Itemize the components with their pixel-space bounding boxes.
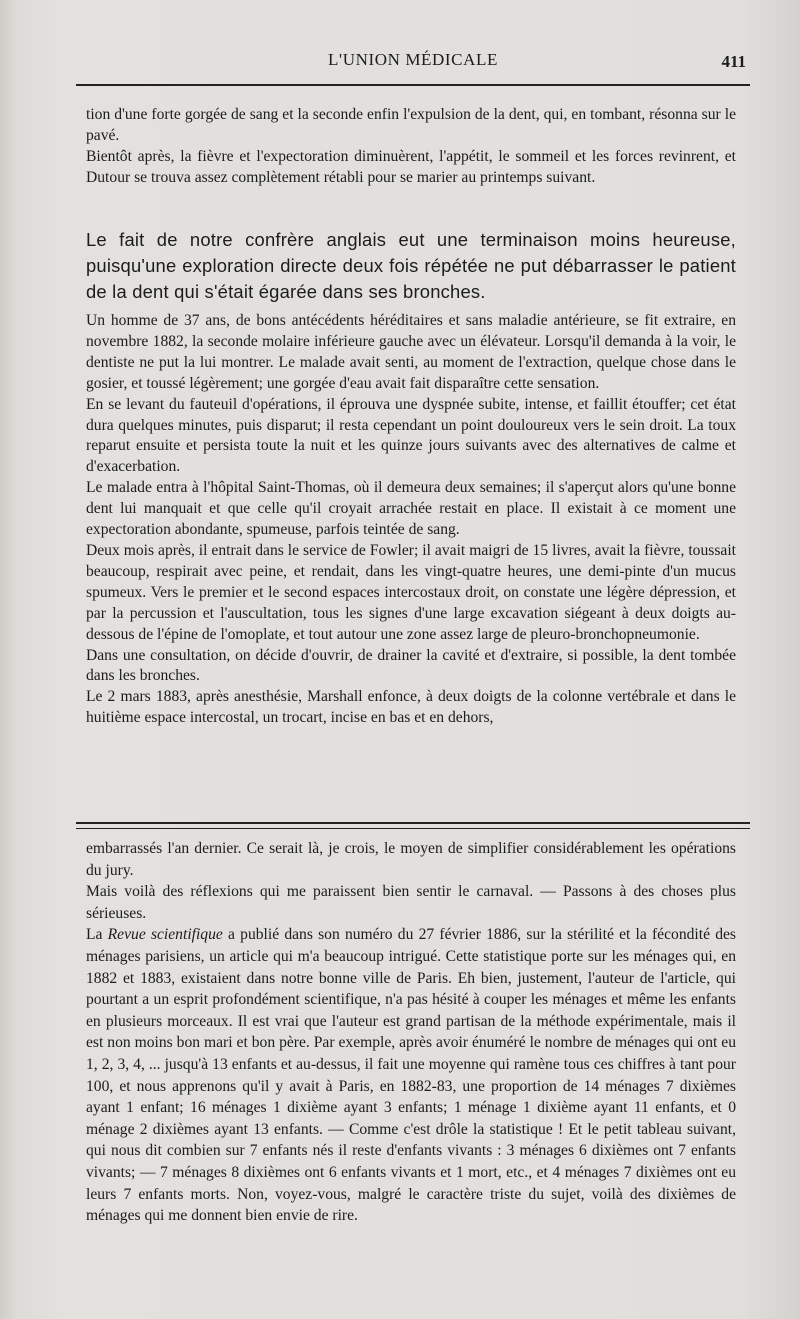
case-paragraph-6: Le 2 mars 1883, après anesthésie, Marshall enfonce, à deux doigts de la colonne vertébrale et dans le huitième espace intercostal, un trocart, incise en bas et en dehors, [86,688,736,727]
case-paragraph-4: Deux mois après, il entrait dans le service de Fowler; il avait maigri de 15 livres, avait la fièvre, toussait beaucoup, respirait avec peine, et rendait, dans les vingt-quatre heures, une demi-pinte d'un mucus spumeux. Vers le premier et le second espaces intercostaux droit, on constate une légère dépression, et par la percussion et l'auscultation, tous les signes d'une large excavation siégeant à deux doigts au-dessous de l'épine de l'omoplate, et tout autour une zone assez large de pleuro-bronchopneumonie. [86,541,736,643]
case-paragraph-1: Un homme de 37 ans, de bons antécédents héréditaires et sans maladie antérieure, se fit extraire, en novembre 1882, la seconde molaire inférieure gauche avec un élévateur. Lorsqu'il demanda à la voir, le dentiste ne put la lui montrer. Le malade avait senti, au moment de l'extraction, quelque chose dans le gosier, et toussé légèrement; une gorgée d'eau avait fait disparaître cette sensation. [86,312,736,392]
page-header [74,48,752,78]
case-section [86,311,736,729]
highlight-paragraph: Le fait de notre confrère anglais eut une terminaison moins heureuse, puisqu'une exploration directe deux fois répétée ne put débarrasser le patient de la dent qui s'était égarée dans ses bronches. [86,229,736,302]
case-paragraph-5: Dans une consultation, on décide d'ouvrir, de drainer la cavité et d'extraire, si possible, la dent tombée dans les bronches. [86,646,736,685]
paragraph-recovery [86,146,736,188]
feuilleton-paragraph-3: La Revue scientifique a publié dans son numéro du 27 février 1886, sur la stérilité et la fécondité des ménages parisiens, un article qui m'a beaucoup intrigué. Cette statistique porte sur les ménages qui, en 1882 et 1883, existaient dans notre bonne ville de Paris. Eh bien, justement, l'auteur de l'article, qui pourtant a un esprit profondément scientifique, n'a pas hésité à couper les ménages et même les enfants en plusieurs morceaux. Il est vrai que l'auteur est grand partisan de la méthode expérimentale, mais il est non moins bon mari et bon père. Par exemple, après avoir énuméré le nombre de ménages qui ont eu 1, 2, 3, 4, ... jusqu'à 13 enfants et au-dessus, il fait une moyenne qui ramène tous ces chiffres à tant pour 100, et nous apprenons qu'il y avait à Paris, en 1882-83, une proportion de 14 ménages 7 dixièmes ayant 1 enfant; 16 ménages 1 dixième ayant 3 enfants; 1 ménage 1 dixième ayant 11 enfants, et 0 ménage 2 dixièmes ayant 13 enfants. — Comme c'est drôle la statistique ! Et le petit tableau suivant, qui nous dit combien sur 7 enfants nés il reste d'enfants vivants : 3 ménages 6 dixièmes ont 7 enfants vivants; — 7 ménages 8 dixièmes ont 6 enfants vivants et 1 mort, etc., et 4 ménages 7 dixièmes ont eu leurs 7 enfants morts. Non, voyez-vous, malgré le caractère triste du sujet, voilà des dixièmes de ménages qui me donnent bien envie de rire. [86,926,736,1225]
paragraph-recovery-text: Bientôt après, la fièvre et l'expectoration diminuèrent, l'appétit, le sommeil et les forces revinrent, et Dutour se trouva assez complètement rétabli pour se marier au printemps suivant. [86,148,736,186]
paragraph-continuation: tion d'une forte gorgée de sang et la seconde enfin l'expulsion de la dent, qui, en tombant, résonna sur le pavé. [86,106,736,144]
highlight-section [86,227,736,305]
running-title: L'UNION MÉDICALE [328,50,498,69]
feuilleton-paragraph-1: embarrassés l'an dernier. Ce serait là, je crois, le moyen de simplifier considérablement les opérations du jury. [86,840,736,879]
case-paragraph-2: En se levant du fauteuil d'opérations, il éprouva une dyspnée subite, intense, et faillit étouffer; cet état dura quelques minutes, puis disparut; il resta cependant un point douloureux vers le sein droit. La toux reparut ensuite et persista toute la nuit et les quinze jours suivants avec des alternatives de calme et d'exacerbation. [86,395,736,476]
case-paragraph-3: Le malade entra à l'hôpital Saint-Thomas, où il demeura deux semaines; il s'aperçut alors qu'une bonne dent lui manquait et que celle qu'il croyait arrachée restait en place. Il existait à ce moment une expectoration abondante, spumeuse, parfois teintée de sang. [86,479,736,539]
feuilleton-paragraph-2: Mais voilà des réflexions qui me paraissent bien sentir le carnaval. — Passons à des choses plus sérieuses. [86,883,736,922]
top-section [86,104,736,188]
header-rule [76,84,750,86]
page-number: 411 [721,52,746,71]
feuilleton-section [86,838,736,1227]
journal-title-italic: Revue scientifique [107,926,223,944]
feuilleton-separator [76,822,750,829]
